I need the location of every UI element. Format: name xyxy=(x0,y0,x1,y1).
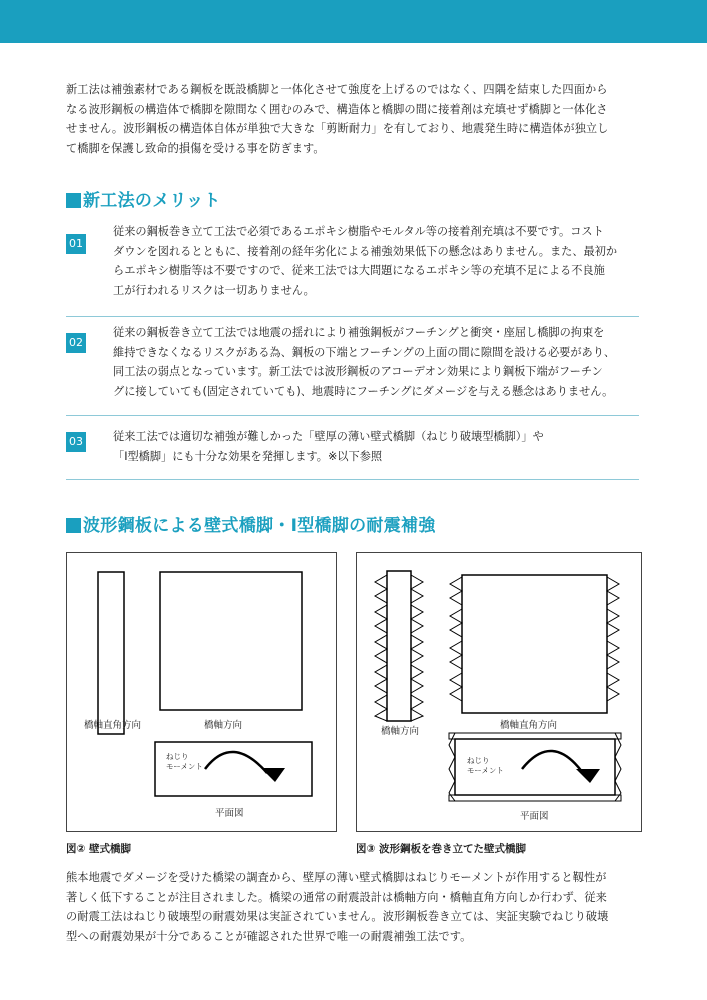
figure3-caption: 図③ 波形鋼板を巻き立てた壁式橋脚 xyxy=(356,843,527,855)
merit-divider xyxy=(66,479,639,480)
label-axis: 橋軸方向 xyxy=(204,720,243,731)
merit-text-03: 従来工法では適切な補強が難しかった「壁厚の薄い壁式橋脚（ねじり破壊型橋脚）」や 「I型橋脚」にも十分な効果を発揮します。※以下参照 xyxy=(113,430,544,463)
heading-square-icon xyxy=(66,193,81,208)
intro-paragraph xyxy=(66,80,640,158)
merit-number-03: 03 xyxy=(66,432,86,452)
closing-line: の耐震工法はねじり破壊型の耐震効果は実証されていません。波形鋼板巻き立ては、実証実験でねじり破壊 xyxy=(66,910,609,923)
header-bar xyxy=(0,0,707,43)
merit-heading: 新工法のメリット xyxy=(66,190,221,212)
section2-heading: 波形鋼板による壁式橋脚・I型橋脚の耐震補強 xyxy=(66,515,436,537)
merit-text-01: 従来の鋼板巻き立て工法で必須であるエポキシ樹脂やモルタル等の接着剤充填は不要です。コスト ダウンを図れるとともに、接着剤の経年劣化による補強効果低下の懸念はありません。また、最初か らエポキシ樹脂等は不要ですので、従来工法では大問題になるエポキシ等の充填不足による不良施 工が行われるリスクは一切ありません。 xyxy=(113,225,618,297)
plan-plate-right xyxy=(615,733,621,801)
label-perpendicular: 橋軸直角方向 xyxy=(84,720,142,731)
heading-square-icon xyxy=(66,518,81,533)
moment-label: ねじり モーメント xyxy=(166,752,203,771)
corrugated-plate-left xyxy=(375,575,387,721)
corrugated-plate-right xyxy=(411,575,423,721)
plan-plate-left xyxy=(449,733,455,801)
closing-paragraph xyxy=(66,868,640,946)
figure2-caption: 図② 壁式橋脚 xyxy=(66,843,132,855)
plan-label: 平面図 xyxy=(520,811,549,822)
plan-label: 平面図 xyxy=(215,808,244,819)
merit-text-02: 従来の鋼板巻き立て工法では地震の揺れにより補強鋼板がフーチングと衝突・座屈し橋脚の拘束を 維持できなくなるリスクがある為、鋼板の下端とフーチングの上面の間に隙間を設ける必要があり、 同工法の弱点となっています。新工法では波形鋼板のアコーデオン効果により鋼板下端がフーチン グに接していても(固定されていても)、地震時にフーチングにダメージを与える懸念はありません。 xyxy=(113,326,616,398)
wall-pier-axis xyxy=(160,572,302,710)
plan-plate-bottom xyxy=(449,795,621,801)
wall-pier-perp xyxy=(98,572,124,734)
intro-line: せません。波形鋼板の構造体自体が単独で大きな「剪断耐力」を有しており、地震発生時に構造体が独立し xyxy=(66,122,609,135)
merit-number-01: 01 xyxy=(66,234,86,254)
closing-line: 型への耐震効果が十分であることが確認された世界で唯一の耐震補強工法です。 xyxy=(66,929,472,943)
label-axis-right: 橋軸直角方向 xyxy=(500,720,558,731)
figure2-box xyxy=(66,552,337,832)
moment-arrowhead xyxy=(576,769,600,783)
closing-line: 熊本地震でダメージを受けた橋梁の調査から、壁厚の薄い壁式橋脚はねじりモーメントが作用すると靱性が xyxy=(66,871,607,884)
intro-line: て橋脚を保護し致命的損傷を受ける事を防ぎます。 xyxy=(66,141,325,155)
figure3-drawing xyxy=(357,553,641,831)
closing-line: 著しく低下することが注目されました。橋梁の通常の耐震設計は橋軸方向・橋軸直角方向しか行わず、従来 xyxy=(66,890,607,904)
moment-arc xyxy=(205,752,267,773)
figure2-drawing xyxy=(67,553,336,831)
wall-pier-wrapped xyxy=(387,571,411,721)
corrugated-plate-axis-left xyxy=(450,577,462,701)
intro-line: 新工法は補強素材である鋼板を既設橋脚と一体化させて強度を上げるのではなく、四隅を結束した四面から xyxy=(66,83,608,96)
merit-divider xyxy=(66,316,639,317)
label-axis-left: 橋軸方向 xyxy=(381,726,420,737)
merit-divider xyxy=(66,415,639,416)
moment-label: ねじり モーメント xyxy=(467,756,504,775)
plan-plate-top xyxy=(449,733,621,739)
wall-pier-axis-wrapped xyxy=(462,575,607,713)
figure3-box xyxy=(356,552,642,832)
moment-arc xyxy=(522,751,583,773)
moment-arrowhead xyxy=(261,768,285,782)
merit-number-02: 02 xyxy=(66,333,86,353)
corrugated-plate-axis-right xyxy=(607,577,619,701)
intro-line: なる波形鋼板の構造体で橋脚を隙間なく囲むのみで、構造体と橋脚の間に接着剤は充填せず橋脚と一体化さ xyxy=(66,102,608,116)
